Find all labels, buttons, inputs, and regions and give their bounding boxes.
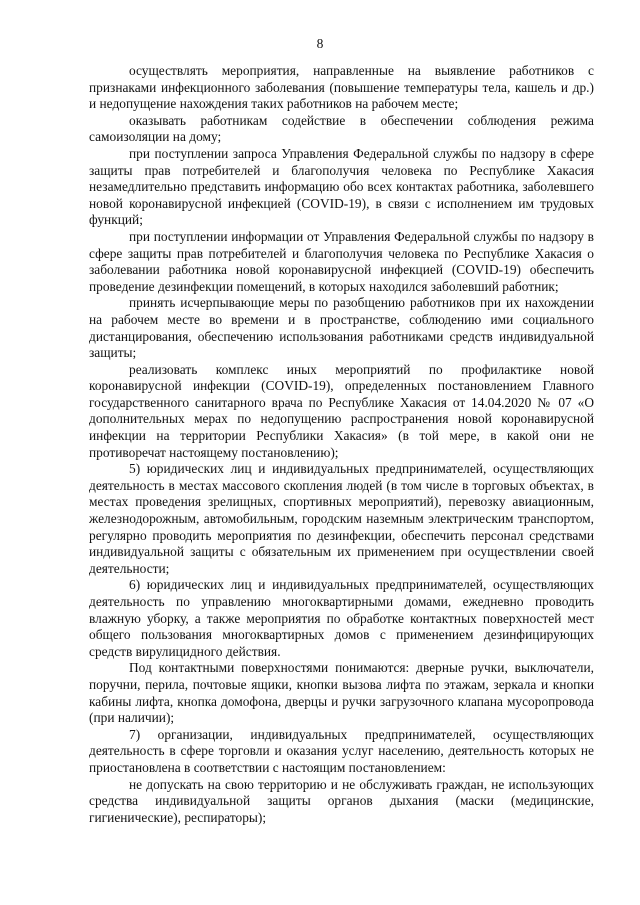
paragraph-4: при поступлении информации от Управления Федеральной службы по надзору в сфере защиты прав потребителей и благополучия человека по Республике Хакасия о заболевании работника новой коронавирусной инфекцией (COVID-19) обеспечить проведение дезинфекции помещений, в которых находился заболевший работник; (89, 228, 594, 294)
paragraph-11: не допускать на свою территорию и не обслуживать граждан, не использующих средства индивидуальной защиты органов дыхания (маски (медицинские, гигиенические), респираторы); (89, 776, 594, 825)
paragraph-2: оказывать работникам содействие в обеспечении соблюдения режима самоизоляции на дому; (89, 112, 594, 145)
paragraph-5: принять исчерпывающие меры по разобщению работников при их нахождении на рабочем месте во времени и в пространстве, соблюдению ими социального дистанцирования, обеспечению использования работниками средств индивидуальной защиты; (89, 295, 594, 361)
paragraph-6: реализовать комплекс иных мероприятий по профилактике новой коронавирусной инфекции (COVID-19), определенных постановлением Главного государственного санитарного врача по Республике Хакасия от 14.04.2020 № 07 «О дополнительных мерах по недопущению распространения новой коронавирусной инфекции на территории Республики Хакасия» (в той мере, в какой они не противоречат настоящему постановлению); (89, 361, 594, 460)
paragraph-3: при поступлении запроса Управления Федеральной службы по надзору в сфере защиты прав потребителей и благополучия человека по Республике Хакасия незамедлительно представить информацию обо всех контактах работника, заболевшего новой коронавирусной инфекцией (COVID-19), в связи с исполнением им трудовых функций; (89, 145, 594, 228)
paragraph-7: 5) юридических лиц и индивидуальных предпринимателей, осуществляющих деятельность в местах массового скопления людей (в том числе в торговых объектах, в местах проведения зрелищных, спортивных мероприятий), перевозку авиационным, железнодорожным, автомобильным, городским наземным электрическим транспортом, регулярно проводить мероприятия по дезинфекции, обеспечить персонал средствами индивидуальной защиты с обязательным их применением при осуществлении своей деятельности; (89, 461, 594, 576)
page-number: 8 (316, 36, 324, 51)
paragraph-10: 7) организации, индивидуальных предпринимателей, осуществляющих деятельность в сфере торговли и оказания услуг населению, деятельность которых не приостановлена в соответствии с настоящим постановлением: (89, 726, 594, 775)
paragraph-1: осуществлять мероприятия, направленные на выявление работников с признаками инфекционного заболевания (повышение температуры тела, кашель и др.) и недопущение нахождения таких работников на рабочем месте; (89, 63, 594, 112)
paragraph-9: Под контактными поверхностями понимаются: дверные ручки, выключатели, поручни, перила, почтовые ящики, кнопки вызова лифта по этажам, зеркала и кнопки кабины лифта, кнопка домофона, дверцы и ручки загрузочного клапана мусоропровода (при наличии); (89, 660, 594, 726)
document-body (89, 63, 594, 826)
paragraph-8: 6) юридических лиц и индивидуальных предпринимателей, осуществляющих деятельность по управлению многоквартирными домами, ежедневно проводить влажную уборку, а также мероприятия по обработке контактных поверхностей мест общего пользования многоквартирных домов с применением дезинфицирующих средств вирулицидного действия. (89, 577, 594, 659)
